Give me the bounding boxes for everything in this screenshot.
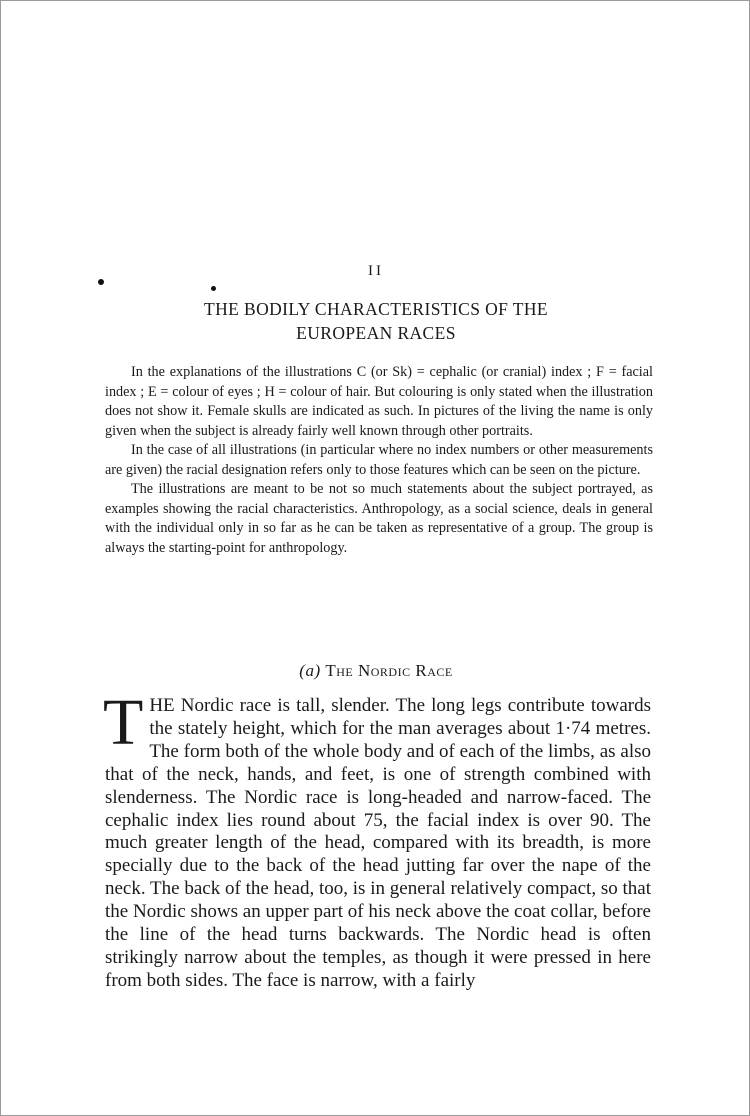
section-title: The Nordic Race [325, 661, 453, 680]
body-paragraph-text: HE Nordic race is tall, slender. The long legs contribute towards the stately height, which for the man averages about 1·74 metres. The form both of the whole body and of each of the limbs, as also that of the neck, hands, and feet, is one of strength combined with slenderness. The Nordic race is long-headed and narrow-faced. The cephalic index lies round about 75, the facial index is over 90. The much greater length of the head, compared with its breadth, is more specially due to the back of the head jutting far over the nape of the neck. The back of the head, too, is in general relatively compact, so that the Nordic shows an upper part of his neck above the coat collar, before the line of the head turns backwards. The Nordic head is often strikingly narrow about the temples, as though it were pressed in here from both sides. The face is narrow, with a fairly [105, 695, 651, 991]
intro-paragraph: In the case of all illustrations (in particular where no index numbers or other measurements are given) the racial designation refers only to those features which can be seen on the picture. [105, 442, 653, 478]
body-paragraph [103, 686, 651, 993]
intro-paragraph: The illustrations are meant to be not so much statements about the subject portrayed, as examples showing the racial characteristics. Anthropology, as a social science, deals in general with the individual only in so far as he can be taken as representative of a group. The group is always the starting-point for anthropology. [105, 481, 653, 556]
drop-cap: T [103, 686, 144, 759]
chapter-title-line-2: EUROPEAN RACES [296, 323, 456, 343]
body-text [103, 686, 651, 993]
chapter-title-line-1: THE BODILY CHARACTERISTICS OF THE [204, 299, 548, 319]
section-marker: (a) [299, 661, 321, 680]
illustration-notes [105, 363, 653, 558]
ink-speck [211, 286, 216, 291]
chapter-number: II [368, 263, 384, 279]
intro-paragraph: In the explanations of the illustrations C (or Sk) = cephalic (or cranial) index ; F = facial index ; E = colour of eyes ; H = colour of hair. But colouring is only stated when the illustration does not show it. Female skulls are indicated as such. In pictures of the living the name is only given when the subject is already fairly well known through other portraits. [105, 364, 653, 439]
section-heading [1, 661, 750, 681]
chapter-title [1, 297, 750, 345]
